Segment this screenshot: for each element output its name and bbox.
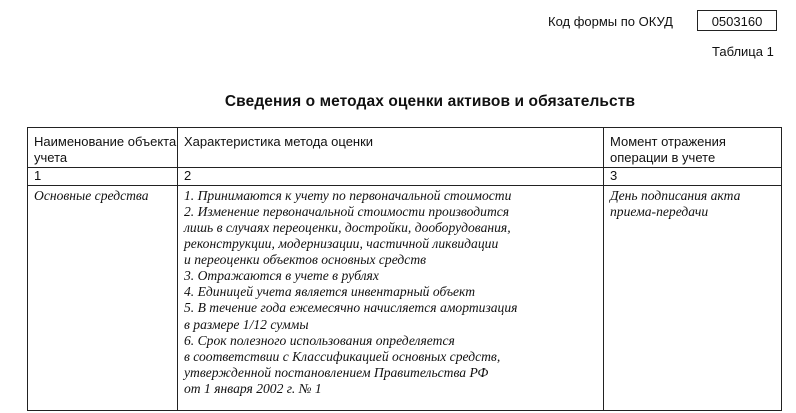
- method-line: 1. Принимаются к учету по первоначальной стоимости: [184, 187, 512, 203]
- method-line: и переоценки объектов основных средств: [184, 252, 427, 268]
- method-line: 6. Срок полезного использования определяется: [184, 332, 455, 348]
- method-line: от 1 января 2002 г. № 1: [184, 380, 322, 396]
- okud-code-box: 0503160: [697, 10, 777, 31]
- column-number-2: 2: [178, 167, 604, 185]
- table-header-row: [28, 128, 782, 168]
- table-number: Таблица 1: [712, 44, 774, 59]
- column-number-3: 3: [604, 167, 782, 185]
- method-line: 4. Единицей учета является инвентарный объект: [184, 284, 476, 300]
- method-line: лишь в случаях переоценки, достройки, дооборудования,: [184, 220, 511, 235]
- methods-table: [27, 127, 782, 411]
- method-line: утвержденной постановлением Правительства РФ: [184, 364, 489, 380]
- row-reflection-moment: День подписания акта приема-передачи: [604, 185, 782, 410]
- method-line: в соответствии с Классификацией основных средств,: [184, 348, 501, 364]
- header-method-description: Характеристика метода оценки: [178, 128, 604, 168]
- method-line: 5. В течение года ежемесячно начисляется амортизация: [184, 300, 518, 316]
- method-line: в размере 1/12 суммы: [184, 316, 309, 332]
- method-line: реконструкции, модернизации, частичной ликвидации: [184, 236, 499, 252]
- column-number-1: 1: [28, 167, 178, 185]
- method-line: 3. Отражаются в учете в рублях: [184, 268, 379, 284]
- header-object-name: Наименование объекта учета: [28, 128, 178, 168]
- column-number-row: [28, 167, 782, 185]
- document-title: Сведения о методах оценки активов и обязательств: [224, 93, 636, 110]
- okud-label: Код формы по ОКУД: [548, 14, 673, 29]
- method-line: 2. Изменение первоначальной стоимости производится: [184, 203, 510, 219]
- table-row: [28, 185, 782, 410]
- header-reflection-moment: Момент отражения операции в учете: [604, 128, 782, 168]
- row-object-name: Основные средства: [28, 185, 178, 410]
- row-method-description: [178, 185, 604, 410]
